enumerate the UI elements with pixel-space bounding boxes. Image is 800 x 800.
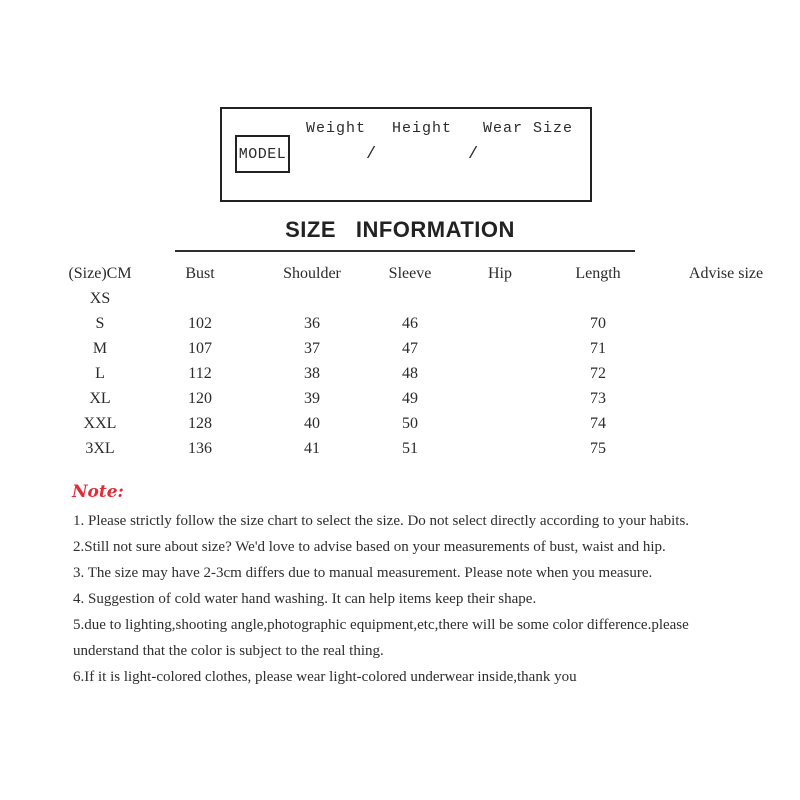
table-cell: 75 [590,439,606,457]
table-cell [652,436,800,461]
column-header: Advise size [688,264,764,282]
table-cell: 38 [304,364,320,382]
table-row [60,286,800,311]
table-cell: 46 [402,314,418,332]
table-cell: XL [89,389,111,407]
table-row [60,411,800,436]
table-cell [544,286,652,311]
table-cell [260,286,364,311]
table-cell: 37 [304,339,320,357]
table-cell [652,361,800,386]
table-row [60,336,800,361]
column-header: Bust [185,264,215,282]
note-item: 1. Please strictly follow the size chart to select the size. Do not select directly according to your habits. [73,513,690,529]
column-header: (Size)CM [68,264,132,282]
table-cell [140,286,260,311]
size-information-title: SIZE INFORMATION [285,217,515,242]
table-cell [652,286,800,311]
table-cell [456,386,544,411]
height-column-label: Height [392,120,453,137]
model-label-box [235,135,290,173]
table-cell [456,411,544,436]
table-cell: 40 [304,414,320,432]
table-cell: XXL [83,414,117,432]
table-cell: 128 [188,414,212,432]
table-cell: 3XL [85,439,115,457]
table-cell: 48 [402,364,418,382]
table-cell [456,436,544,461]
table-cell [456,311,544,336]
note-item: 2.Still not sure about size? We'd love to advise based on your measurements of bust, waist and hip. [73,539,666,555]
note-item: 5.due to lighting,shooting angle,photographic equipment,etc,there will be some color difference.please understand that the color is subject to the real thing. [73,617,689,659]
size-table-header-row [60,261,800,286]
table-cell: 102 [188,314,212,332]
column-header: Length [575,264,621,282]
table-cell: 120 [188,389,212,407]
table-cell: 71 [590,339,606,357]
table-cell: XS [89,289,111,307]
table-cell [652,386,800,411]
table-cell [652,336,800,361]
table-cell: 47 [402,339,418,357]
weight-column-label: Weight [306,120,367,137]
table-cell [456,336,544,361]
table-cell [456,286,544,311]
column-header: Hip [488,264,512,282]
table-cell: 70 [590,314,606,332]
table-cell: 41 [304,439,320,457]
table-row [60,386,800,411]
table-cell: L [95,364,105,382]
table-cell: 49 [402,389,418,407]
table-cell: 74 [590,414,606,432]
size-table [60,261,800,461]
notes-list [73,508,783,690]
table-cell: 36 [304,314,320,332]
table-cell: 112 [188,364,212,382]
note-item: 3. The size may have 2-3cm differs due to manual measurement. Please note when you measure. [73,565,653,581]
table-cell: 73 [590,389,606,407]
table-cell [456,361,544,386]
note-item: 6.If it is light-colored clothes, please wear light-colored underwear inside,thank you [73,669,577,685]
table-cell [652,311,800,336]
table-cell [364,286,456,311]
note-label: Note: [72,482,124,502]
height-value: / [468,145,479,164]
table-cell: 50 [402,414,418,432]
wear-size-column-label: Wear Size [483,120,574,137]
note-item: 4. Suggestion of cold water hand washing. It can help items keep their shape. [73,591,537,607]
table-row [60,436,800,461]
table-row [60,361,800,386]
table-cell [652,411,800,436]
column-header: Shoulder [283,264,341,282]
table-row [60,311,800,336]
table-cell: S [95,314,105,332]
table-cell: 72 [590,364,606,382]
table-cell: 136 [188,439,212,457]
table-cell: 51 [402,439,418,457]
table-cell: 107 [188,339,212,357]
column-header: Sleeve [388,264,432,282]
model-info-box [220,107,592,202]
model-label: MODEL [238,145,287,163]
table-cell: M [92,339,108,357]
table-cell: 39 [304,389,320,407]
title-underline [175,250,635,252]
weight-value: / [366,145,377,164]
